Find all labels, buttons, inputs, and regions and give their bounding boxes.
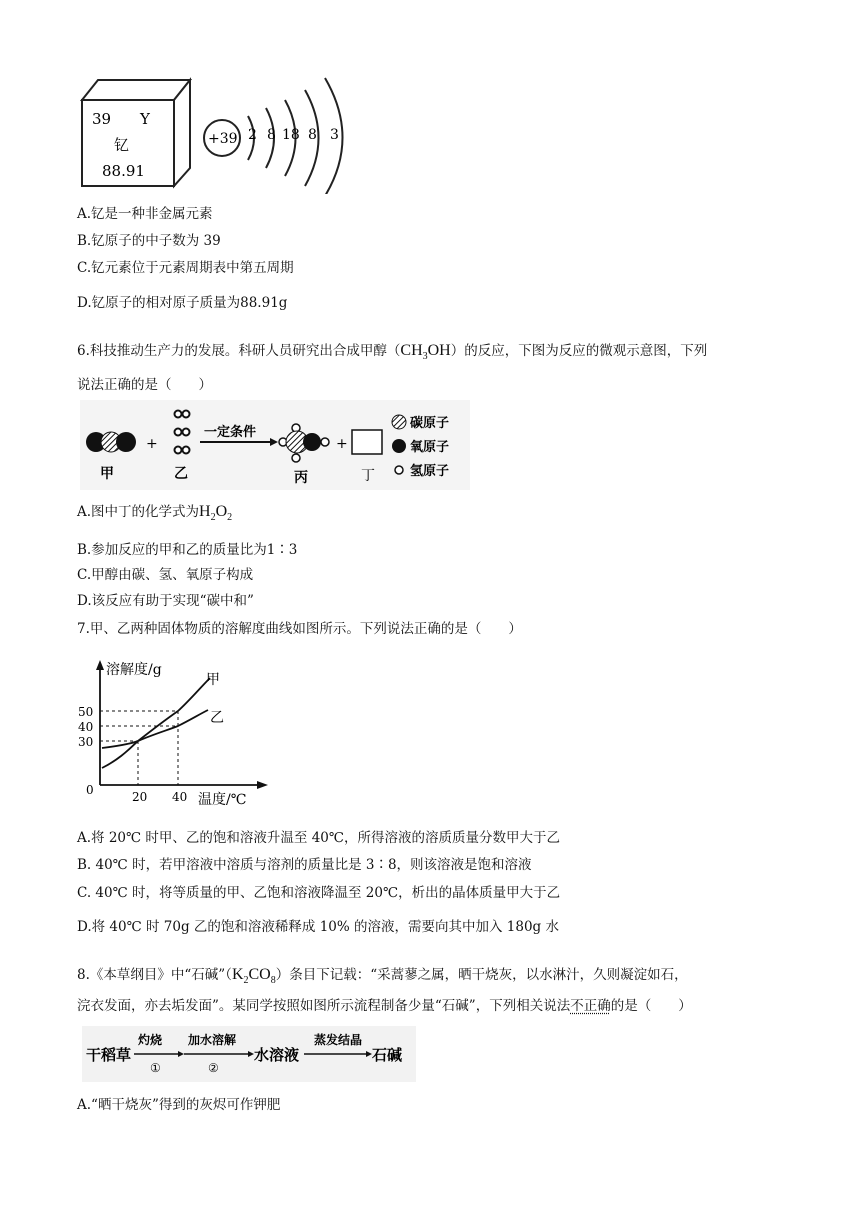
label-jia: 甲 xyxy=(100,466,114,482)
atomic-number: 39 xyxy=(92,110,112,128)
q8-formula xyxy=(231,966,276,987)
legend-carbon-icon xyxy=(392,415,406,429)
q8-stem-part2: ）条目下记载：“采蒿蓼之属，晒干烧灰，以水淋汁，久则凝淀如石， xyxy=(275,967,688,983)
q6-formula xyxy=(400,342,451,363)
q6-formula-ch: CH xyxy=(400,342,423,359)
flow-step2-label: 加水溶解 xyxy=(188,1033,237,1047)
q5-option-b: B.钇原子的中子数为 39 xyxy=(77,233,221,249)
q5-option-c: C.钇元素位于元素周期表中第五周期 xyxy=(77,260,294,276)
curve-jia xyxy=(102,678,210,768)
curve-yi xyxy=(102,710,208,748)
formula-sub-2: 2 xyxy=(227,512,233,524)
condition-label: 一定条件 xyxy=(204,425,257,440)
q8-stem-line2a: 浣衣发面，亦去垢发面”。某同学按照如图所示流程制备少量“石碱”，下列相关说法 xyxy=(77,998,571,1014)
molecule-yi xyxy=(175,411,190,454)
q8-stem-line2b: 的是（ ） xyxy=(610,998,692,1014)
q6-formula-sub: 3 xyxy=(422,351,428,363)
q6-option-a-formula xyxy=(199,503,233,524)
element-name: 钇 xyxy=(114,136,130,154)
flow-step3-label: 蒸发结晶 xyxy=(314,1033,363,1047)
series-label-jia: 甲 xyxy=(206,672,220,688)
formula-o: O xyxy=(215,503,228,520)
flow-end: 石碱 xyxy=(372,1046,403,1064)
q6-stem-line1 xyxy=(77,342,707,366)
yttrium-figure xyxy=(78,72,358,194)
formula-h: H xyxy=(199,503,211,520)
ytick-50: 50 xyxy=(78,705,94,719)
legend-hydrogen: 氢原子 xyxy=(410,464,450,479)
q8-formula-k: K xyxy=(231,966,244,983)
series-label-yi: 乙 xyxy=(210,710,224,726)
q7-option-b: B. 40℃ 时，若甲溶液中溶质与溶剂的质量比是 3∶8，则该溶液是饱和溶液 xyxy=(77,857,532,873)
q8-option-a: A.“晒干烧灰”得到的灰烬可作钾肥 xyxy=(77,1097,281,1113)
molecule-bing xyxy=(279,424,329,462)
plus-sign-2: + xyxy=(336,436,348,452)
q6-option-a-text: A.图中丁的化学式为 xyxy=(77,504,200,520)
yttrium-diagram-svg xyxy=(78,72,358,194)
legend-oxygen: 氧原子 xyxy=(410,440,450,455)
q8-stem-line1 xyxy=(77,966,688,990)
xtick-40: 40 xyxy=(172,790,188,804)
solubility-chart-svg xyxy=(72,660,272,810)
origin-label: 0 xyxy=(86,783,94,797)
q7-option-d: D.将 40℃ 时 70g 乙的饱和溶液稀释成 10% 的溶液，需要向其中加入 180g 水 xyxy=(77,919,559,935)
q7-stem: 7.甲、乙两种固体物质的溶解度曲线如图所示。下列说法正确的是（ ） xyxy=(77,621,522,637)
process-flow xyxy=(82,1026,416,1082)
q6-option-a xyxy=(77,503,232,527)
process-flow-svg xyxy=(82,1026,416,1082)
xtick-20: 20 xyxy=(132,790,148,804)
ytick-30: 30 xyxy=(78,735,94,749)
flow-step1-label: 灼烧 xyxy=(138,1033,163,1047)
shell-1-count: 2 xyxy=(248,127,257,143)
ytick-40: 40 xyxy=(78,720,94,734)
x-axis-label: 温度/℃ xyxy=(198,792,247,808)
q6-stem-line2: 说法正确的是（ ） xyxy=(77,377,212,393)
label-yi: 乙 xyxy=(174,466,188,482)
q6-option-c: C.甲醇由碳、氢、氧原子构成 xyxy=(77,567,254,583)
molecule-jia xyxy=(86,432,136,452)
y-axis-label: 溶解度/g xyxy=(106,662,162,678)
formula-sub-1: 2 xyxy=(210,512,216,524)
q6-option-b: B.参加反应的甲和乙的质量比为1∶3 xyxy=(77,542,298,558)
shell-2-count: 8 xyxy=(267,127,276,143)
label-ding: 丁 xyxy=(361,468,375,484)
shell-3-count: 18 xyxy=(282,127,300,143)
flow-mid: 水溶液 xyxy=(254,1046,300,1064)
flow-step2-index: ② xyxy=(208,1061,219,1075)
nucleus-charge: +39 xyxy=(208,131,238,147)
q8-emphasis-not-correct: 不正确 xyxy=(570,998,611,1014)
q5-option-a: A.钇是一种非金属元素 xyxy=(77,206,213,222)
shell-5-count: 3 xyxy=(330,127,339,143)
reaction-diagram xyxy=(80,400,470,490)
q8-formula-sub1: 2 xyxy=(243,975,249,987)
plus-sign-1: + xyxy=(146,436,158,452)
q6-stem-part1: 6.科技推动生产力的发展。科研人员研究出合成甲醇（ xyxy=(77,343,401,359)
flow-start: 干稻草 xyxy=(86,1046,132,1064)
element-symbol: Y xyxy=(140,110,150,128)
q8-formula-co: CO xyxy=(248,966,271,983)
q6-stem-part2: ）的反应，下图为反应的微观示意图，下列 xyxy=(450,343,708,359)
q8-stem-line2 xyxy=(77,997,692,1015)
reaction-diagram-svg xyxy=(80,400,470,490)
label-bing: 丙 xyxy=(294,470,308,486)
q8-formula-sub2: 8 xyxy=(270,975,276,987)
q6-formula-oh: OH xyxy=(427,342,451,359)
q6-option-d: D.该反应有助于实现“碳中和” xyxy=(77,593,254,609)
legend-hydrogen-icon xyxy=(395,466,403,474)
q8-stem-part1: 8.《本草纲目》中“石碱”（ xyxy=(77,967,232,983)
atomic-mass: 88.91 xyxy=(102,162,145,180)
shell-4-count: 8 xyxy=(308,127,317,143)
q7-option-a: A.将 20℃ 时甲、乙的饱和溶液升温至 40℃，所得溶液的溶质质量分数甲大于乙 xyxy=(77,830,560,846)
legend-carbon: 碳原子 xyxy=(410,416,450,431)
flow-step1-index: ① xyxy=(150,1061,161,1075)
q5-option-d: D.钇原子的相对原子质量为88.91g xyxy=(77,295,288,311)
unknown-product-box xyxy=(352,430,382,454)
solubility-chart xyxy=(72,660,272,810)
legend-oxygen-icon xyxy=(392,439,406,453)
q7-option-c: C. 40℃ 时，将等质量的甲、乙饱和溶液降温至 20℃，析出的晶体质量甲大于乙 xyxy=(77,885,561,901)
